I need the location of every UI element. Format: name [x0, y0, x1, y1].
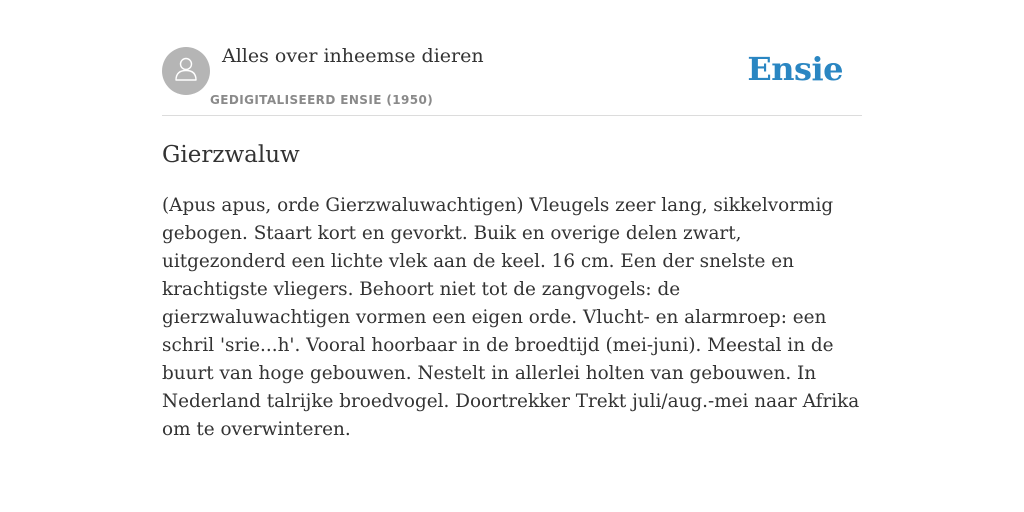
- source-subtitle: GEDIGITALISEERD ENSIE (1950): [210, 93, 434, 107]
- entry-title: Gierzwaluw: [162, 142, 300, 168]
- entry-body: (Apus apus, orde Gierzwaluwachtigen) Vleugels zeer lang, sikkelvormig gebogen. Staart kort en gevorkt. Buik en overige delen zwart, uitgezonderd een lichte vlek aan de keel. 16 cm. Een der snelste en krachtigste vliegers. Behoort niet tot de zangvogels: de gierzwaluwachtigen vormen een eigen orde. Vlucht- en alarmroep: een schril 'srie...h'. Vooral hoorbaar in de broedtijd (mei-juni). Meestal in de buurt van hoge gebouwen. Nestelt in allerlei holten van gebouwen. In Nederland talrijke broedvogel. Doortrekker Trekt juli/aug.-mei naar Afrika om te overwinteren.: [162, 195, 860, 440]
- source-header: [162, 0, 862, 116]
- ensie-logo[interactable]: Ensie: [747, 50, 843, 88]
- article-card: [162, 0, 862, 444]
- user-icon: [171, 54, 201, 88]
- avatar[interactable]: [162, 47, 210, 95]
- source-title-link[interactable]: Alles over inheemse dieren: [222, 45, 484, 67]
